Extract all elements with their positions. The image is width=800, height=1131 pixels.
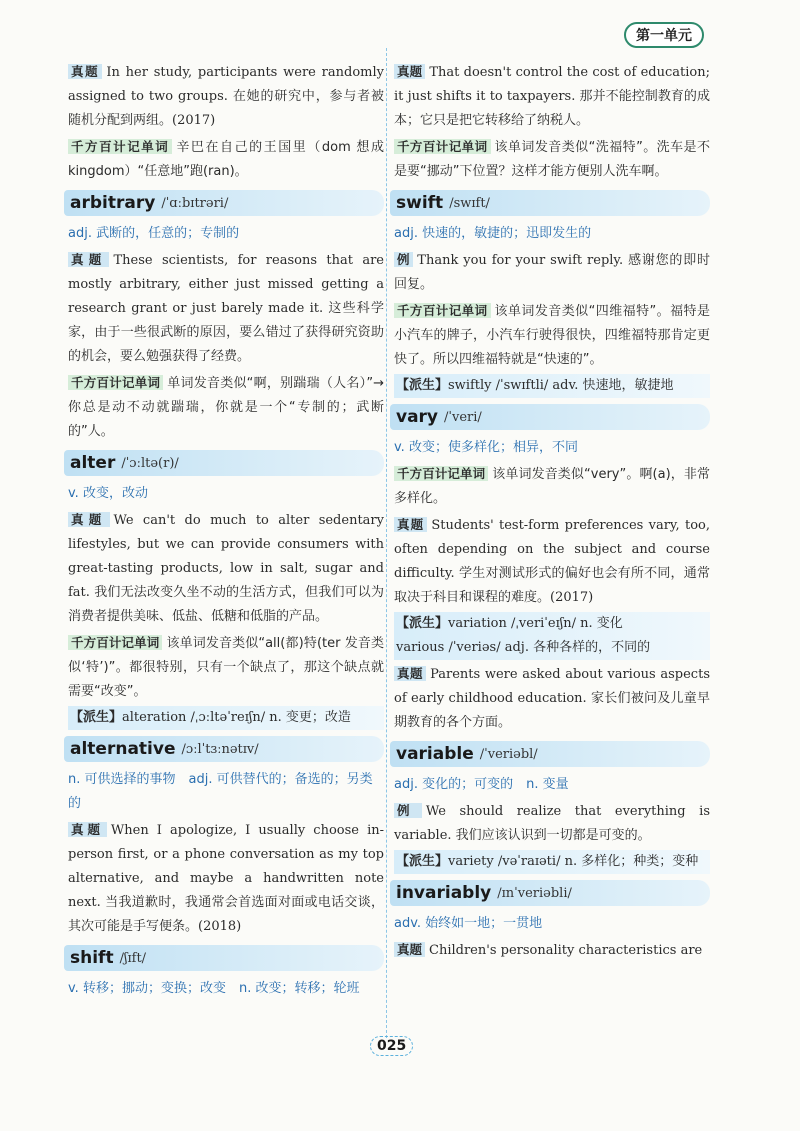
definition: adj. 变化的；可变的 n. 变量	[394, 777, 569, 792]
example-text: Thank you for your swift reply. 感谢您的即时回复。	[394, 253, 710, 292]
phonetic: /ˈveriəbl/	[479, 746, 538, 762]
headword: swift	[396, 193, 444, 213]
zhenti-tag: 真题	[394, 666, 426, 681]
phonetic: /ˈɔːltə(r)/	[121, 455, 179, 471]
example-text: Parents were asked about various aspects of early childhood education. 家长们被问及儿童早期教育的各个方面。	[394, 667, 710, 730]
example-text: In her study, participants were randomly assigned to two groups. 在她的研究中，参与者被随机分配到两组。(2017)	[68, 65, 384, 128]
entry-header-swift	[390, 190, 710, 216]
li-tag: 例	[394, 252, 413, 267]
example-sentence	[394, 799, 710, 848]
definition: v. 改变，改动	[68, 486, 148, 501]
derive-tag: 【派生】	[396, 616, 449, 631]
memory-tag: 千方百计记单词	[394, 303, 491, 318]
headword: alternative	[70, 739, 176, 759]
example-sentence	[68, 818, 384, 939]
example-text: We should realize that everything is variable. 我们应该认识到一切都是可变的。	[394, 804, 710, 843]
headword: invariably	[396, 883, 492, 903]
definition: adj. 武断的，任意的；专制的	[68, 226, 240, 241]
memory-text: 单词发音类似“啊，别踹瑞（人名）”→你总是动不动就踹瑞，你就是一个“专制的；武断的”人。	[68, 376, 384, 439]
derive-text: various /ˈveriəs/ adj. 各种各样的，不同的	[396, 640, 651, 655]
headword: arbitrary	[70, 193, 156, 213]
memory-text: 辛巴在自己的王国里（dom 想成 kingdom）“任意地”跑(ran)。	[68, 140, 384, 179]
memory-tip	[68, 371, 384, 444]
example-sentence	[394, 248, 710, 297]
right-column	[394, 60, 710, 965]
derivative	[394, 850, 710, 874]
zhenti-tag: 真题	[394, 517, 427, 532]
unit-badge: 第一单元	[624, 22, 704, 48]
headword: shift	[70, 948, 114, 968]
derive-text: variety /vəˈraɪəti/ n. 多样化；种类；变种	[448, 854, 699, 869]
phonetic: /ɪnˈveriəbli/	[497, 885, 572, 901]
memory-tip	[394, 462, 710, 511]
example-sentence	[68, 508, 384, 629]
phonetic: /swɪft/	[449, 195, 490, 211]
entry-header-vary	[390, 404, 710, 430]
example-sentence	[394, 60, 710, 133]
zhenti-tag: 真题	[68, 64, 102, 79]
entry-header-variable	[390, 741, 710, 767]
derivative	[68, 706, 384, 730]
derive-tag: 【派生】	[396, 378, 449, 393]
page-number: 025	[370, 1036, 413, 1056]
example-sentence	[68, 248, 384, 369]
memory-text: 该单词发音类似“very”。啊(a)，非常多样化。	[394, 467, 710, 506]
example-sentence	[394, 662, 710, 735]
memory-tag: 千方百计记单词	[68, 635, 162, 650]
memory-tip	[394, 299, 710, 372]
zhenti-tag: 真题	[68, 512, 110, 527]
definition: adj. 快速的，敏捷的；迅即发生的	[394, 226, 592, 241]
zhenti-tag: 真题	[68, 822, 107, 837]
memory-text: 该单词发音类似“洗福特”。洗车是不是要“挪动”下位置？这样才能方便别人洗车啊。	[394, 140, 710, 179]
example-text: These scientists, for reasons that are mostly arbitrary, either just missed getting a research grant or just barely made it. 这些科学家，由于一些很武断的原因，要么错过了获得研究资助的机会，要么勉强获得了经费。	[68, 253, 384, 364]
derivative	[394, 612, 710, 660]
memory-tag: 千方百计记单词	[394, 139, 491, 154]
memory-text: 该单词发音类似“四维福特”。福特是小汽车的牌子，小汽车行驶得很快，四维福特那肯定更快了。所以四维福特就是“快速的”。	[394, 304, 710, 367]
li-tag: 例	[394, 803, 422, 818]
memory-tag: 千方百计记单词	[394, 466, 488, 481]
definition: v. 转移；挪动；变换；改变 n. 改变；转移；轮班	[68, 981, 360, 996]
entry-header-alternative	[64, 736, 384, 762]
entry-header-invariably	[390, 880, 710, 906]
derive-text: alteration /ˌɔːltəˈreɪʃn/ n. 变更；改造	[122, 710, 351, 725]
memory-tip	[68, 631, 384, 704]
memory-tip	[68, 135, 384, 184]
memory-tag: 千方百计记单词	[68, 375, 163, 390]
phonetic: /ˈveri/	[444, 409, 482, 425]
entry-header-alter	[64, 450, 384, 476]
headword: variable	[396, 744, 474, 764]
definition: adv. 始终如一地；一贯地	[394, 916, 543, 931]
memory-tag: 千方百计记单词	[68, 139, 172, 154]
entry-header-arbitrary	[64, 190, 384, 216]
derivative	[394, 374, 710, 398]
example-sentence	[394, 513, 710, 610]
definition: n. 可供选择的事物 adj. 可供替代的；备选的；另类的	[68, 772, 373, 811]
zhenti-tag: 真题	[68, 252, 109, 267]
column-divider	[386, 48, 388, 1038]
phonetic: /ʃɪft/	[119, 950, 147, 966]
example-text: That doesn't control the cost of education; it just shifts it to taxpayers. 那并不能控制教育的成本；它只是把它转移给了纳税人。	[394, 65, 710, 128]
example-text: We can't do much to alter sedentary lifestyles, but we can provide consumers with great-tasting products, low in salt, sugar and fat. 我们无法改变久坐不动的生活方式，但我们可以为消费者提供美味、低盐、低糖和低脂的产品。	[68, 513, 384, 624]
entry-header-shift	[64, 945, 384, 971]
zhenti-tag: 真题	[394, 64, 425, 79]
derive-tag: 【派生】	[396, 854, 449, 869]
derive-text: swiftly /ˈswɪftli/ adv. 快速地，敏捷地	[448, 378, 674, 393]
memory-tip	[394, 135, 710, 184]
headword: vary	[396, 407, 439, 427]
memory-text: 该单词发音类似“all(都)特(ter 发音类似‘特’)”。都很特别，只有一个缺点了，那这个缺点就需要“改变”。	[68, 636, 384, 699]
zhenti-tag: 真题	[394, 942, 425, 957]
headword: alter	[70, 453, 116, 473]
example-sentence	[68, 60, 384, 133]
example-sentence	[394, 938, 710, 963]
example-text: When I apologize, I usually choose in-person first, or a phone conversation as my top alternative, and maybe a handwritten note next. 当我道歉时，我通常会首选面对面或电话交谈，其次可能是手写便条。(2018)	[68, 823, 384, 934]
derive-text: variation /ˌveriˈeɪʃn/ n. 变化	[448, 616, 623, 631]
left-column	[68, 60, 384, 1003]
example-text: Children's personality characteristics are	[429, 943, 703, 958]
example-text: Students' test-form preferences vary, too, often depending on the subject and course difficulty. 学生对测试形式的偏好也会有所不同，通常取决于科目和课程的难度。(2017)	[394, 518, 710, 605]
phonetic: /ˈɑːbɪtrəri/	[161, 195, 229, 211]
derive-tag: 【派生】	[70, 710, 123, 725]
definition: v. 改变；使多样化；相异，不同	[394, 440, 578, 455]
phonetic: /ɔːlˈtɜːnətɪv/	[181, 741, 259, 757]
